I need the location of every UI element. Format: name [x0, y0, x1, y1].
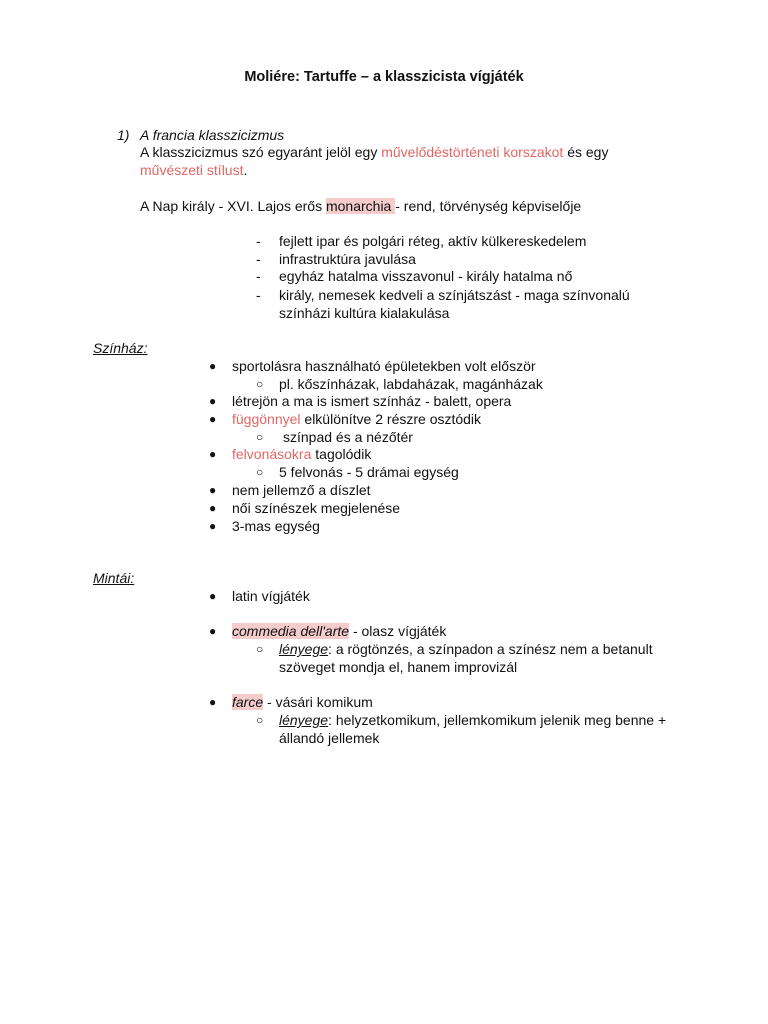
- bullet-icon: ●: [209, 359, 217, 373]
- list-item: [232, 445, 371, 463]
- bullet-icon: ●: [209, 501, 217, 515]
- highlight-red-text: művelődéstörténeti korszakot: [381, 144, 564, 160]
- intro-line-2: [140, 161, 247, 179]
- highlight-red-text: függönnyel: [232, 411, 301, 427]
- sub-list-item-continued: szöveget mondja el, hanem improvizál: [279, 659, 518, 675]
- highlighted-term: monarchia: [325, 198, 396, 214]
- intro-text: és egy: [563, 144, 609, 160]
- bullet-icon: ●: [209, 624, 217, 638]
- list-item: király, nemesek kedveli a színjátszást - maga színvonalú: [279, 287, 630, 303]
- nap-kiraly-line: [140, 197, 581, 215]
- bullet-icon: ●: [209, 483, 217, 497]
- term-label: lényege: [279, 712, 329, 728]
- list-item: fejlett ipar és polgári réteg, aktív külkereskedelem: [279, 233, 587, 249]
- page-title: Moliére: Tartuffe – a klasszicista vígjáték: [244, 69, 524, 85]
- bullet-icon: ●: [209, 447, 217, 461]
- section-label-szinhaz: Színház:: [93, 340, 148, 356]
- list-item-continued: színházi kultúra kialakulása: [279, 305, 450, 321]
- list-item: női színészek megjelenése: [232, 500, 401, 516]
- list-item-text: - olasz vígjáték: [349, 623, 447, 639]
- dash-marker: -: [256, 233, 261, 249]
- sub-list-text: : helyzetkomikum, jellemkomikum jelenik meg benne +: [328, 712, 667, 728]
- list-item: sportolásra használható épületekben volt először: [232, 358, 536, 374]
- sub-list-item: [279, 711, 666, 729]
- intro-line-1: [140, 143, 608, 161]
- dash-marker: -: [256, 287, 261, 303]
- highlighted-term: commedia dell'arte: [232, 623, 350, 639]
- list-item: nem jellemző a díszlet: [232, 482, 371, 498]
- term-label: lényege: [279, 641, 329, 657]
- list-item-text: elkülönítve 2 részre osztódik: [300, 411, 482, 427]
- highlight-red-text: felvonásokra: [232, 446, 312, 462]
- bullet-icon: ●: [209, 412, 217, 426]
- list-item: egyház hatalma visszavonul - király hatalma nő: [279, 268, 573, 284]
- sub-list-item: 5 felvonás - 5 drámai egység: [279, 464, 459, 480]
- list-item: [232, 410, 481, 428]
- sub-bullet-icon: ○: [256, 430, 264, 444]
- section-label-mintai: Mintái:: [93, 570, 135, 586]
- dash-marker: -: [256, 268, 261, 284]
- sub-list-item-continued: állandó jellemek: [279, 730, 380, 746]
- nap-text: A Nap király - XVI. Lajos erős: [140, 198, 326, 214]
- bullet-icon: ●: [209, 519, 217, 533]
- list-item: [232, 622, 446, 640]
- sub-bullet-icon: ○: [256, 713, 264, 727]
- section-heading: A francia klasszicizmus: [140, 127, 285, 143]
- highlighted-term: farce: [232, 694, 264, 710]
- sub-bullet-icon: ○: [256, 465, 264, 479]
- dash-marker: -: [256, 251, 261, 267]
- intro-text: .: [243, 162, 248, 178]
- sub-list-text: : a rögtönzés, a színpadon a színész nem a betanult: [328, 641, 653, 657]
- list-item-text: - vásári komikum: [263, 694, 373, 710]
- highlight-red-text: művészeti stílust: [140, 162, 244, 178]
- section-number: 1): [117, 127, 130, 143]
- bullet-icon: ●: [209, 394, 217, 408]
- sub-bullet-icon: ○: [256, 377, 264, 391]
- bullet-icon: ●: [209, 589, 217, 603]
- sub-list-item: pl. kőszínházak, labdaházak, magánházak: [279, 376, 543, 392]
- list-item: 3-mas egység: [232, 518, 320, 534]
- list-item: latin vígjáték: [232, 588, 310, 604]
- sub-list-item: színpad és a nézőtér: [283, 429, 413, 445]
- list-item: létrejön a ma is ismert színház - balett, opera: [232, 393, 512, 409]
- list-item: [232, 693, 373, 711]
- bullet-icon: ●: [209, 695, 217, 709]
- list-item-text: tagolódik: [311, 446, 372, 462]
- sub-bullet-icon: ○: [256, 642, 264, 656]
- sub-list-item: [279, 640, 653, 658]
- list-item: infrastruktúra javulása: [279, 251, 416, 267]
- intro-text: A klasszicizmus szó egyaránt jelöl egy: [140, 144, 382, 160]
- nap-text: - rend, törvénység képviselője: [395, 198, 582, 214]
